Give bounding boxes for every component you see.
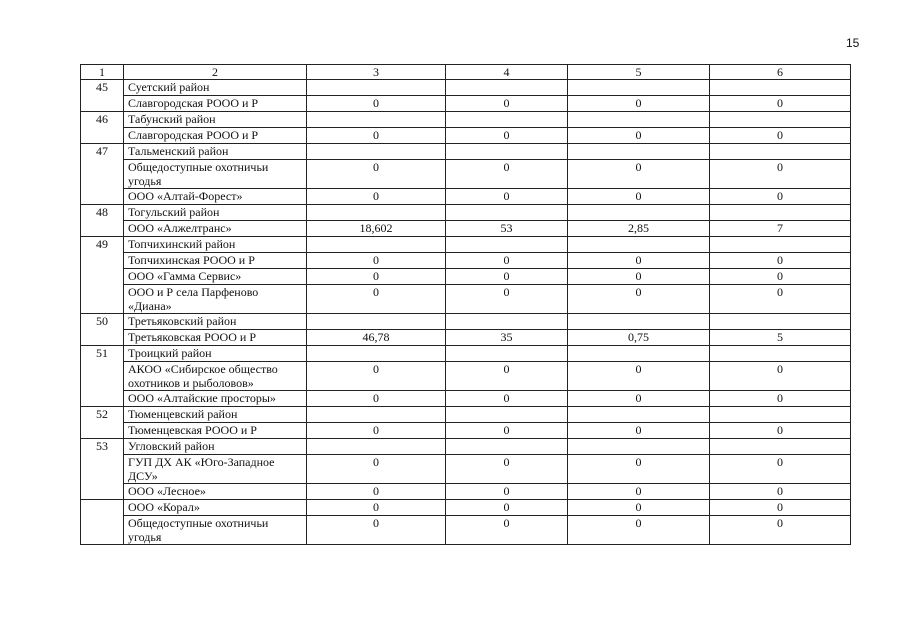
table-row — [81, 484, 851, 500]
empty-cell — [710, 439, 851, 455]
table-row — [81, 96, 851, 112]
empty-cell — [446, 112, 568, 128]
value-cell-c4: 0 — [446, 128, 568, 144]
table-row — [81, 253, 851, 269]
empty-cell — [568, 80, 710, 96]
header-cell: 1 — [81, 65, 124, 80]
value-cell-c6: 0 — [710, 269, 851, 285]
row-number-cell: 46 — [81, 112, 124, 144]
organization-name-cell: Третьяковская РООО и Р — [124, 330, 307, 346]
organization-name-cell: АКОО «Сибирское общество охотников и рыболовов» — [124, 362, 307, 391]
district-name-cell: Тогульский район — [124, 205, 307, 221]
empty-cell — [446, 80, 568, 96]
value-cell-c3: 18,602 — [307, 221, 446, 237]
table-row — [81, 269, 851, 285]
header-row — [81, 65, 851, 80]
value-cell-c3: 0 — [307, 423, 446, 439]
district-name-cell: Топчихинский район — [124, 237, 307, 253]
value-cell-c6: 0 — [710, 189, 851, 205]
empty-cell — [307, 144, 446, 160]
value-cell-c5: 0,75 — [568, 330, 710, 346]
empty-cell — [710, 205, 851, 221]
value-cell-c5: 0 — [568, 128, 710, 144]
organization-name-cell: Славгородская РООО и Р — [124, 128, 307, 144]
district-name-cell: Тюменцевский район — [124, 407, 307, 423]
value-cell-c4: 0 — [446, 516, 568, 545]
empty-cell — [307, 112, 446, 128]
district-row — [81, 237, 851, 253]
district-name-cell: Угловский район — [124, 439, 307, 455]
value-cell-c3: 0 — [307, 391, 446, 407]
empty-cell — [568, 407, 710, 423]
empty-cell — [568, 346, 710, 362]
empty-cell — [446, 407, 568, 423]
organization-name-cell: ООО «Алтай-Форест» — [124, 189, 307, 205]
empty-cell — [568, 237, 710, 253]
empty-cell — [307, 205, 446, 221]
value-cell-c4: 0 — [446, 189, 568, 205]
organization-name-cell: ГУП ДХ АК «Юго-Западное ДСУ» — [124, 455, 307, 484]
value-cell-c6: 7 — [710, 221, 851, 237]
district-row — [81, 205, 851, 221]
value-cell-c4: 0 — [446, 484, 568, 500]
value-cell-c3: 0 — [307, 160, 446, 189]
organization-name-cell: ООО «Лесное» — [124, 484, 307, 500]
table-row — [81, 221, 851, 237]
value-cell-c6: 0 — [710, 160, 851, 189]
table-row — [81, 500, 851, 516]
value-cell-c3: 0 — [307, 500, 446, 516]
table-row — [81, 516, 851, 545]
district-row — [81, 439, 851, 455]
value-cell-c4: 0 — [446, 391, 568, 407]
empty-cell — [710, 346, 851, 362]
table-row — [81, 330, 851, 346]
table-body — [81, 65, 851, 545]
empty-cell — [710, 237, 851, 253]
header-cell: 5 — [568, 65, 710, 80]
value-cell-c6: 0 — [710, 423, 851, 439]
empty-cell — [710, 314, 851, 330]
header-cell: 4 — [446, 65, 568, 80]
value-cell-c3: 0 — [307, 189, 446, 205]
value-cell-c5: 0 — [568, 160, 710, 189]
value-cell-c5: 0 — [568, 516, 710, 545]
organization-name-cell: ООО «Алтайские просторы» — [124, 391, 307, 407]
empty-cell — [307, 407, 446, 423]
organization-name-cell: Общедоступные охотничьи угодья — [124, 516, 307, 545]
empty-cell — [446, 439, 568, 455]
district-row — [81, 80, 851, 96]
table-row — [81, 423, 851, 439]
empty-cell — [446, 144, 568, 160]
value-cell-c5: 0 — [568, 484, 710, 500]
value-cell-c4: 35 — [446, 330, 568, 346]
district-name-cell: Третьяковский район — [124, 314, 307, 330]
value-cell-c3: 0 — [307, 253, 446, 269]
organization-name-cell: ООО «Корал» — [124, 500, 307, 516]
district-name-cell: Троицкий район — [124, 346, 307, 362]
empty-cell — [568, 205, 710, 221]
value-cell-c6: 0 — [710, 391, 851, 407]
empty-cell — [710, 80, 851, 96]
value-cell-c4: 0 — [446, 423, 568, 439]
value-cell-c5: 0 — [568, 391, 710, 407]
organization-name-cell: ООО и Р села Парфеново «Диана» — [124, 285, 307, 314]
value-cell-c4: 0 — [446, 96, 568, 112]
table-row — [81, 455, 851, 484]
value-cell-c6: 0 — [710, 516, 851, 545]
row-number-cell: 51 — [81, 346, 124, 407]
value-cell-c3: 0 — [307, 362, 446, 391]
value-cell-c5: 2,85 — [568, 221, 710, 237]
table-row — [81, 128, 851, 144]
district-name-cell: Тальменский район — [124, 144, 307, 160]
empty-cell — [307, 346, 446, 362]
empty-cell — [307, 314, 446, 330]
value-cell-c3: 0 — [307, 128, 446, 144]
organization-name-cell: Топчихинская РООО и Р — [124, 253, 307, 269]
header-cell: 3 — [307, 65, 446, 80]
value-cell-c6: 0 — [710, 500, 851, 516]
value-cell-c6: 0 — [710, 455, 851, 484]
table-row — [81, 160, 851, 189]
district-name-cell: Табунский район — [124, 112, 307, 128]
value-cell-c4: 0 — [446, 500, 568, 516]
district-row — [81, 346, 851, 362]
value-cell-c3: 0 — [307, 96, 446, 112]
row-number-cell — [81, 500, 124, 545]
value-cell-c5: 0 — [568, 423, 710, 439]
value-cell-c5: 0 — [568, 96, 710, 112]
table-row — [81, 189, 851, 205]
organization-name-cell: Славгородская РООО и Р — [124, 96, 307, 112]
empty-cell — [568, 144, 710, 160]
value-cell-c6: 0 — [710, 96, 851, 112]
value-cell-c6: 0 — [710, 128, 851, 144]
value-cell-c5: 0 — [568, 189, 710, 205]
district-row — [81, 144, 851, 160]
empty-cell — [446, 237, 568, 253]
row-number-cell: 52 — [81, 407, 124, 439]
value-cell-c6: 0 — [710, 253, 851, 269]
value-cell-c4: 0 — [446, 160, 568, 189]
value-cell-c6: 0 — [710, 362, 851, 391]
organization-name-cell: Общедоступные охотничьи угодья — [124, 160, 307, 189]
row-number-cell: 49 — [81, 237, 124, 314]
table-row — [81, 285, 851, 314]
header-cell: 6 — [710, 65, 851, 80]
value-cell-c4: 0 — [446, 253, 568, 269]
row-number-cell: 45 — [81, 80, 124, 112]
empty-cell — [568, 439, 710, 455]
value-cell-c3: 0 — [307, 285, 446, 314]
empty-cell — [710, 144, 851, 160]
empty-cell — [446, 346, 568, 362]
value-cell-c4: 0 — [446, 362, 568, 391]
table-row — [81, 391, 851, 407]
organization-name-cell: Тюменцевская РООО и Р — [124, 423, 307, 439]
district-name-cell: Суетский район — [124, 80, 307, 96]
empty-cell — [307, 237, 446, 253]
value-cell-c6: 0 — [710, 484, 851, 500]
value-cell-c4: 0 — [446, 285, 568, 314]
row-number-cell: 48 — [81, 205, 124, 237]
value-cell-c3: 0 — [307, 516, 446, 545]
value-cell-c5: 0 — [568, 500, 710, 516]
value-cell-c5: 0 — [568, 269, 710, 285]
value-cell-c5: 0 — [568, 253, 710, 269]
value-cell-c4: 0 — [446, 269, 568, 285]
empty-cell — [568, 112, 710, 128]
value-cell-c3: 46,78 — [307, 330, 446, 346]
value-cell-c5: 0 — [568, 285, 710, 314]
organization-name-cell: ООО «Алжелтранс» — [124, 221, 307, 237]
value-cell-c4: 0 — [446, 455, 568, 484]
empty-cell — [307, 439, 446, 455]
empty-cell — [710, 112, 851, 128]
empty-cell — [446, 205, 568, 221]
value-cell-c6: 5 — [710, 330, 851, 346]
value-cell-c4: 53 — [446, 221, 568, 237]
header-cell: 2 — [124, 65, 307, 80]
empty-cell — [568, 314, 710, 330]
table-row — [81, 362, 851, 391]
value-cell-c5: 0 — [568, 455, 710, 484]
district-row — [81, 407, 851, 423]
organization-name-cell: ООО «Гамма Сервис» — [124, 269, 307, 285]
row-number-cell: 47 — [81, 144, 124, 205]
empty-cell — [307, 80, 446, 96]
value-cell-c3: 0 — [307, 455, 446, 484]
value-cell-c3: 0 — [307, 269, 446, 285]
row-number-cell: 53 — [81, 439, 124, 500]
page-number: 15 — [846, 36, 860, 50]
district-row — [81, 112, 851, 128]
data-table — [80, 64, 851, 545]
value-cell-c6: 0 — [710, 285, 851, 314]
empty-cell — [446, 314, 568, 330]
district-row — [81, 314, 851, 330]
empty-cell — [710, 407, 851, 423]
value-cell-c3: 0 — [307, 484, 446, 500]
value-cell-c5: 0 — [568, 362, 710, 391]
row-number-cell: 50 — [81, 314, 124, 346]
